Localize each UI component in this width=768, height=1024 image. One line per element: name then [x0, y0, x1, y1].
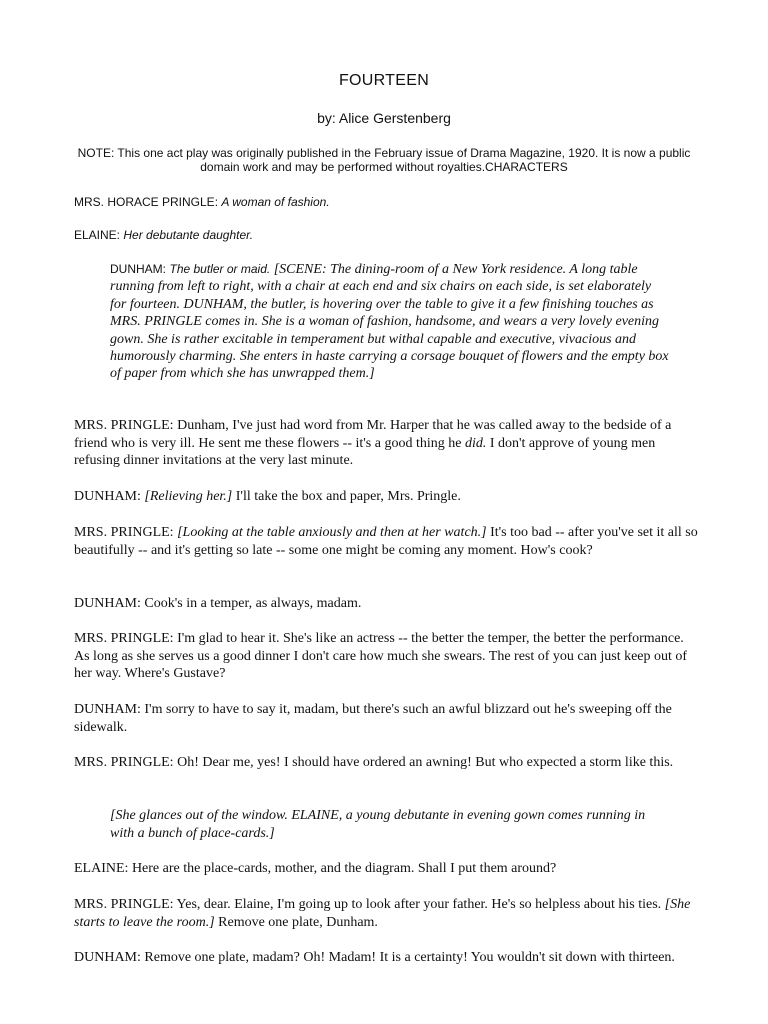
dialogue-text: Oh! Dear me, yes! I should have ordered an awning! But who expected a storm like this. — [173, 755, 674, 770]
speaker-name: MRS. PRINGLE: — [74, 897, 174, 912]
dialogue-line — [74, 896, 700, 931]
dialogue-line — [74, 949, 700, 967]
character-description: Her debutante daughter. — [123, 228, 254, 242]
character-entry — [74, 195, 700, 210]
dialogue-line — [74, 754, 700, 772]
dialogue-line — [74, 417, 700, 470]
dialogue-text: I'm glad to hear it. She's like an actress -- the better the temper, the better the performance. As long as she serves us a good dinner I don't care how much she swears. The rest of you can just keep out of her way. Where's Gustave? — [74, 631, 688, 681]
character-name: MRS. HORACE PRINGLE: — [74, 195, 219, 209]
character-description: A woman of fashion. — [221, 195, 330, 209]
dialogue-text: It's too bad -- after you've set it all so beautifully -- and it's getting so late -- some one might be coming any moment. How's cook? — [74, 525, 698, 558]
dialogue-text: Yes, dear. Elaine, I'm going up to look after your father. He's so helpless about his ties. — [173, 897, 665, 912]
speaker-name: DUNHAM: — [74, 596, 141, 611]
play-title: FOURTEEN — [338, 72, 430, 89]
dialogue-text: I'm sorry to have to say it, madam, but there's such an awful blizzard out he's sweeping off the sidewalk. — [74, 702, 672, 735]
speaker-name: DUNHAM: — [74, 950, 141, 965]
speaker-name: DUNHAM: — [74, 702, 141, 717]
speaker-name: MRS. PRINGLE: — [74, 755, 174, 770]
speaker-name: MRS. PRINGLE: — [74, 631, 174, 646]
character-description: The butler or maid. — [169, 262, 271, 276]
stage-direction: [She starts to leave the room.] — [74, 897, 691, 930]
dialogue-text: Remove one plate, Dunham. — [214, 914, 378, 930]
dialogue-text: Remove one plate, madam? Oh! Madam! It is a certainty! You wouldn't sit down with thirteen. — [140, 950, 675, 965]
dialogue-line — [74, 860, 700, 878]
publication-note: NOTE: This one act play was originally published in the February issue of Drama Magazine, 1920. It is now a public domain work and may be performed without royalties.CHARACTERS — [77, 146, 691, 174]
author-byline: by: Alice Gerstenberg — [317, 110, 451, 126]
stage-direction: [SCENE: The dining-room of a New York residence. A long table running from left to right, with a chair at each end and six chairs on each side, is set elaborately for fourteen. DUNHAM, the butler, is hovering over the table to give it a few finishing touches as MRS. PRINGLE comes in. She is a woman of fashion, handsome, and wears a very lovely evening gown. She is rather excitable in temperament but withal capable and executive, vivacious and humorously charming. She enters in haste carrying a corsage bouquet of flowers and the empty box of paper from which she has unwrapped them.] — [110, 262, 669, 382]
speaker-name: DUNHAM: — [74, 489, 141, 504]
dialogue-text: Here are the place-cards, mother, and the diagram. Shall I put them around? — [128, 861, 557, 876]
dialogue-line — [74, 701, 700, 736]
dialogue-line — [74, 595, 700, 613]
stage-direction-block: [She glances out of the window. ELAINE, a young debutante in evening gown comes running in with a bunch of place-cards.] — [110, 808, 646, 841]
dialogue-line — [74, 630, 700, 683]
dialogue-line — [74, 524, 700, 559]
dialogue-text: Cook's in a temper, as always, madam. — [140, 596, 362, 611]
scene-description — [110, 261, 670, 383]
speaker-name: ELAINE: — [74, 861, 129, 876]
stage-direction: [Relieving her.] — [144, 489, 233, 504]
dialogue-text: Dunham, I've just had word from Mr. Harper that he was called away to the bedside of a friend who is very ill. He sent me these flowers -- it's a good thing he — [74, 418, 672, 451]
character-name: ELAINE: — [74, 228, 121, 242]
speaker-name: MRS. PRINGLE: — [74, 525, 174, 540]
character-name: DUNHAM: — [110, 262, 166, 276]
dialogue-text: I don't approve of young men refusing dinner invitations at the very last minute. — [74, 435, 656, 468]
dialogue-text: I'll take the box and paper, Mrs. Pringle. — [232, 489, 461, 504]
speaker-name: MRS. PRINGLE: — [74, 418, 174, 433]
character-entry — [74, 228, 700, 243]
stage-direction: [Looking at the table anxiously and then at her watch.] — [177, 525, 487, 540]
dialogue-line — [74, 488, 700, 506]
dialogue-emphasis: did. — [464, 435, 487, 451]
